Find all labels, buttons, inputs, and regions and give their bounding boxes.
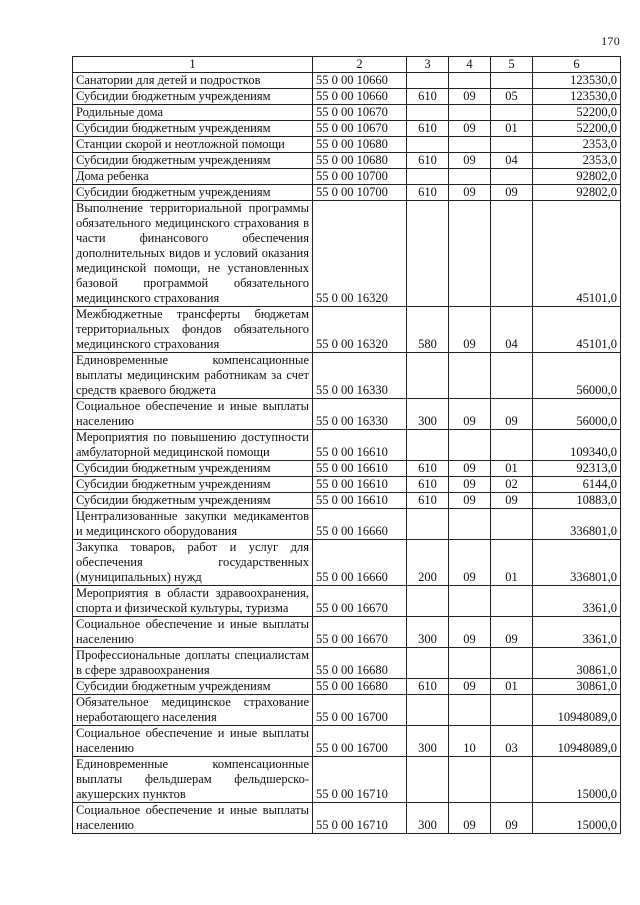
- cell-subsection-code: 05: [491, 89, 533, 105]
- cell-target-code: 55 0 00 16320: [313, 307, 407, 353]
- cell-amount: 336801,0: [533, 540, 621, 586]
- page-number: 170: [601, 34, 620, 48]
- cell-subsection-code: 01: [491, 679, 533, 695]
- cell-section-code: 09: [449, 399, 491, 430]
- cell-amount: 45101,0: [533, 201, 621, 307]
- cell-target-code: 55 0 00 10680: [313, 153, 407, 169]
- cell-target-code: 55 0 00 16320: [313, 201, 407, 307]
- cell-amount: 109340,0: [533, 430, 621, 461]
- column-header-2: 2: [313, 57, 407, 73]
- cell-expense-type-code: [407, 73, 449, 89]
- cell-subsection-code: [491, 648, 533, 679]
- table-row: [73, 726, 621, 757]
- cell-subsection-code: [491, 201, 533, 307]
- cell-section-code: 09: [449, 307, 491, 353]
- cell-row-name: Закупка товаров, работ и услуг для обеспечения государственных (муниципальных) нужд: [73, 540, 313, 586]
- cell-expense-type-code: 610: [407, 679, 449, 695]
- table-row: [73, 803, 621, 834]
- cell-amount: 92802,0: [533, 185, 621, 201]
- cell-target-code: 55 0 00 10700: [313, 185, 407, 201]
- cell-row-name: Выполнение территориальной программы обязательного медицинского страхования в части финансового обеспечения дополнительных видов и условий оказания медицинской помощи, не установленных базовой программой обязательного медицинского страхования: [73, 201, 313, 307]
- cell-expense-type-code: 610: [407, 185, 449, 201]
- cell-expense-type-code: [407, 201, 449, 307]
- cell-target-code: 55 0 00 16660: [313, 540, 407, 586]
- cell-row-name: Субсидии бюджетным учреждениям: [73, 185, 313, 201]
- table-row: [73, 540, 621, 586]
- cell-amount: 56000,0: [533, 353, 621, 399]
- cell-amount: 3361,0: [533, 586, 621, 617]
- cell-section-code: [449, 648, 491, 679]
- cell-expense-type-code: 300: [407, 617, 449, 648]
- cell-target-code: 55 0 00 16610: [313, 477, 407, 493]
- cell-expense-type-code: [407, 137, 449, 153]
- cell-amount: 123530,0: [533, 89, 621, 105]
- cell-subsection-code: [491, 73, 533, 89]
- cell-expense-type-code: 610: [407, 153, 449, 169]
- cell-expense-type-code: [407, 169, 449, 185]
- cell-row-name: Субсидии бюджетным учреждениям: [73, 153, 313, 169]
- cell-amount: 10948089,0: [533, 695, 621, 726]
- cell-amount: 123530,0: [533, 73, 621, 89]
- cell-row-name: Единовременные компенсационные выплаты фельдшерам фельдшерско-акушерских пунктов: [73, 757, 313, 803]
- cell-target-code: 55 0 00 16700: [313, 726, 407, 757]
- cell-section-code: 09: [449, 461, 491, 477]
- cell-target-code: 55 0 00 10670: [313, 121, 407, 137]
- cell-amount: 30861,0: [533, 679, 621, 695]
- cell-target-code: 55 0 00 10670: [313, 105, 407, 121]
- column-header-6: 6: [533, 57, 621, 73]
- cell-row-name: Субсидии бюджетным учреждениям: [73, 121, 313, 137]
- cell-target-code: 55 0 00 16610: [313, 493, 407, 509]
- cell-target-code: 55 0 00 16330: [313, 353, 407, 399]
- table-row: [73, 153, 621, 169]
- cell-subsection-code: 01: [491, 540, 533, 586]
- cell-target-code: 55 0 00 16330: [313, 399, 407, 430]
- cell-section-code: [449, 201, 491, 307]
- table-row: [73, 430, 621, 461]
- cell-section-code: [449, 169, 491, 185]
- column-header-4: 4: [449, 57, 491, 73]
- cell-subsection-code: [491, 757, 533, 803]
- table-row: [73, 509, 621, 540]
- cell-subsection-code: [491, 105, 533, 121]
- table-row: [73, 399, 621, 430]
- cell-amount: 3361,0: [533, 617, 621, 648]
- cell-row-name: Дома ребенка: [73, 169, 313, 185]
- cell-row-name: Социальное обеспечение и иные выплаты населению: [73, 803, 313, 834]
- cell-expense-type-code: [407, 648, 449, 679]
- column-header-5: 5: [491, 57, 533, 73]
- cell-section-code: 09: [449, 153, 491, 169]
- cell-section-code: 09: [449, 803, 491, 834]
- column-header-3: 3: [407, 57, 449, 73]
- cell-subsection-code: [491, 169, 533, 185]
- cell-section-code: 09: [449, 679, 491, 695]
- cell-expense-type-code: 610: [407, 461, 449, 477]
- cell-expense-type-code: 200: [407, 540, 449, 586]
- cell-expense-type-code: 580: [407, 307, 449, 353]
- cell-section-code: 09: [449, 493, 491, 509]
- cell-section-code: [449, 105, 491, 121]
- table-row: [73, 353, 621, 399]
- cell-amount: 2353,0: [533, 153, 621, 169]
- budget-table: [72, 56, 621, 834]
- cell-subsection-code: 09: [491, 399, 533, 430]
- cell-target-code: 55 0 00 16660: [313, 509, 407, 540]
- table-row: [73, 105, 621, 121]
- cell-amount: 10948089,0: [533, 726, 621, 757]
- cell-row-name: Мероприятия по повышению доступности амбулаторной медицинской помощи: [73, 430, 313, 461]
- cell-expense-type-code: [407, 430, 449, 461]
- cell-subsection-code: [491, 509, 533, 540]
- cell-target-code: 55 0 00 16680: [313, 679, 407, 695]
- cell-subsection-code: 09: [491, 617, 533, 648]
- cell-expense-type-code: 610: [407, 493, 449, 509]
- cell-subsection-code: 01: [491, 121, 533, 137]
- table-row: [73, 201, 621, 307]
- table-row: [73, 73, 621, 89]
- cell-section-code: 10: [449, 726, 491, 757]
- cell-expense-type-code: [407, 757, 449, 803]
- cell-amount: 15000,0: [533, 803, 621, 834]
- cell-target-code: 55 0 00 10700: [313, 169, 407, 185]
- cell-subsection-code: 02: [491, 477, 533, 493]
- cell-section-code: 09: [449, 89, 491, 105]
- cell-amount: 45101,0: [533, 307, 621, 353]
- cell-row-name: Единовременные компенсационные выплаты медицинским работникам за счет средств краевого бюджета: [73, 353, 313, 399]
- table-row: [73, 89, 621, 105]
- cell-subsection-code: [491, 137, 533, 153]
- cell-expense-type-code: 300: [407, 399, 449, 430]
- cell-amount: 6144,0: [533, 477, 621, 493]
- cell-target-code: 55 0 00 16700: [313, 695, 407, 726]
- cell-section-code: [449, 430, 491, 461]
- cell-expense-type-code: [407, 105, 449, 121]
- cell-subsection-code: 09: [491, 803, 533, 834]
- cell-section-code: [449, 586, 491, 617]
- cell-row-name: Социальное обеспечение и иные выплаты населению: [73, 399, 313, 430]
- cell-row-name: Межбюджетные трансферты бюджетам территориальных фондов обязательного медицинского страхования: [73, 307, 313, 353]
- cell-target-code: 55 0 00 10660: [313, 73, 407, 89]
- cell-row-name: Профессиональные доплаты специалистам в сфере здравоохранения: [73, 648, 313, 679]
- table-row: [73, 169, 621, 185]
- cell-row-name: Централизованные закупки медикаментов и медицинского оборудования: [73, 509, 313, 540]
- cell-subsection-code: [491, 586, 533, 617]
- cell-amount: 10883,0: [533, 493, 621, 509]
- cell-subsection-code: [491, 695, 533, 726]
- cell-row-name: Субсидии бюджетным учреждениям: [73, 679, 313, 695]
- cell-expense-type-code: [407, 509, 449, 540]
- cell-subsection-code: 04: [491, 153, 533, 169]
- table-row: [73, 307, 621, 353]
- cell-target-code: 55 0 00 16610: [313, 430, 407, 461]
- cell-section-code: 09: [449, 185, 491, 201]
- cell-target-code: 55 0 00 16670: [313, 586, 407, 617]
- cell-amount: 336801,0: [533, 509, 621, 540]
- cell-section-code: 09: [449, 121, 491, 137]
- cell-subsection-code: [491, 353, 533, 399]
- cell-expense-type-code: [407, 353, 449, 399]
- cell-amount: 92802,0: [533, 169, 621, 185]
- cell-amount: 52200,0: [533, 105, 621, 121]
- table-body: [73, 73, 621, 834]
- cell-row-name: Санатории для детей и подростков: [73, 73, 313, 89]
- cell-amount: 30861,0: [533, 648, 621, 679]
- cell-target-code: 55 0 00 10660: [313, 89, 407, 105]
- table-row: [73, 185, 621, 201]
- cell-subsection-code: [491, 430, 533, 461]
- cell-row-name: Субсидии бюджетным учреждениям: [73, 89, 313, 105]
- table-row: [73, 648, 621, 679]
- table-row: [73, 477, 621, 493]
- table-row: [73, 121, 621, 137]
- cell-section-code: [449, 757, 491, 803]
- cell-section-code: [449, 137, 491, 153]
- cell-section-code: [449, 353, 491, 399]
- cell-amount: 52200,0: [533, 121, 621, 137]
- column-header-1: 1: [73, 57, 313, 73]
- cell-amount: 15000,0: [533, 757, 621, 803]
- cell-subsection-code: 01: [491, 461, 533, 477]
- cell-expense-type-code: 300: [407, 803, 449, 834]
- cell-row-name: Родильные дома: [73, 105, 313, 121]
- cell-section-code: 09: [449, 477, 491, 493]
- cell-section-code: [449, 695, 491, 726]
- cell-expense-type-code: 610: [407, 121, 449, 137]
- cell-expense-type-code: [407, 586, 449, 617]
- table-row: [73, 586, 621, 617]
- cell-expense-type-code: [407, 695, 449, 726]
- table-row: [73, 757, 621, 803]
- cell-target-code: 55 0 00 16710: [313, 757, 407, 803]
- cell-amount: 2353,0: [533, 137, 621, 153]
- table-row: [73, 695, 621, 726]
- cell-amount: 56000,0: [533, 399, 621, 430]
- cell-row-name: Социальное обеспечение и иные выплаты населению: [73, 726, 313, 757]
- cell-target-code: 55 0 00 16680: [313, 648, 407, 679]
- cell-subsection-code: 04: [491, 307, 533, 353]
- cell-row-name: Субсидии бюджетным учреждениям: [73, 461, 313, 477]
- cell-section-code: 09: [449, 540, 491, 586]
- cell-amount: 92313,0: [533, 461, 621, 477]
- cell-row-name: Субсидии бюджетным учреждениям: [73, 477, 313, 493]
- table-header-row: [73, 57, 621, 73]
- cell-expense-type-code: 610: [407, 89, 449, 105]
- cell-target-code: 55 0 00 16670: [313, 617, 407, 648]
- cell-row-name: Субсидии бюджетным учреждениям: [73, 493, 313, 509]
- cell-row-name: Обязательное медицинское страхование неработающего населения: [73, 695, 313, 726]
- cell-expense-type-code: 610: [407, 477, 449, 493]
- cell-subsection-code: 09: [491, 185, 533, 201]
- cell-section-code: [449, 73, 491, 89]
- cell-row-name: Станции скорой и неотложной помощи: [73, 137, 313, 153]
- cell-section-code: [449, 509, 491, 540]
- cell-subsection-code: 03: [491, 726, 533, 757]
- cell-row-name: Мероприятия в области здравоохранения, спорта и физической культуры, туризма: [73, 586, 313, 617]
- cell-expense-type-code: 300: [407, 726, 449, 757]
- cell-section-code: 09: [449, 617, 491, 648]
- table-row: [73, 679, 621, 695]
- cell-target-code: 55 0 00 10680: [313, 137, 407, 153]
- table-row: [73, 493, 621, 509]
- cell-row-name: Социальное обеспечение и иные выплаты населению: [73, 617, 313, 648]
- table-row: [73, 617, 621, 648]
- cell-target-code: 55 0 00 16610: [313, 461, 407, 477]
- cell-subsection-code: 09: [491, 493, 533, 509]
- table-row: [73, 461, 621, 477]
- cell-target-code: 55 0 00 16710: [313, 803, 407, 834]
- table-row: [73, 137, 621, 153]
